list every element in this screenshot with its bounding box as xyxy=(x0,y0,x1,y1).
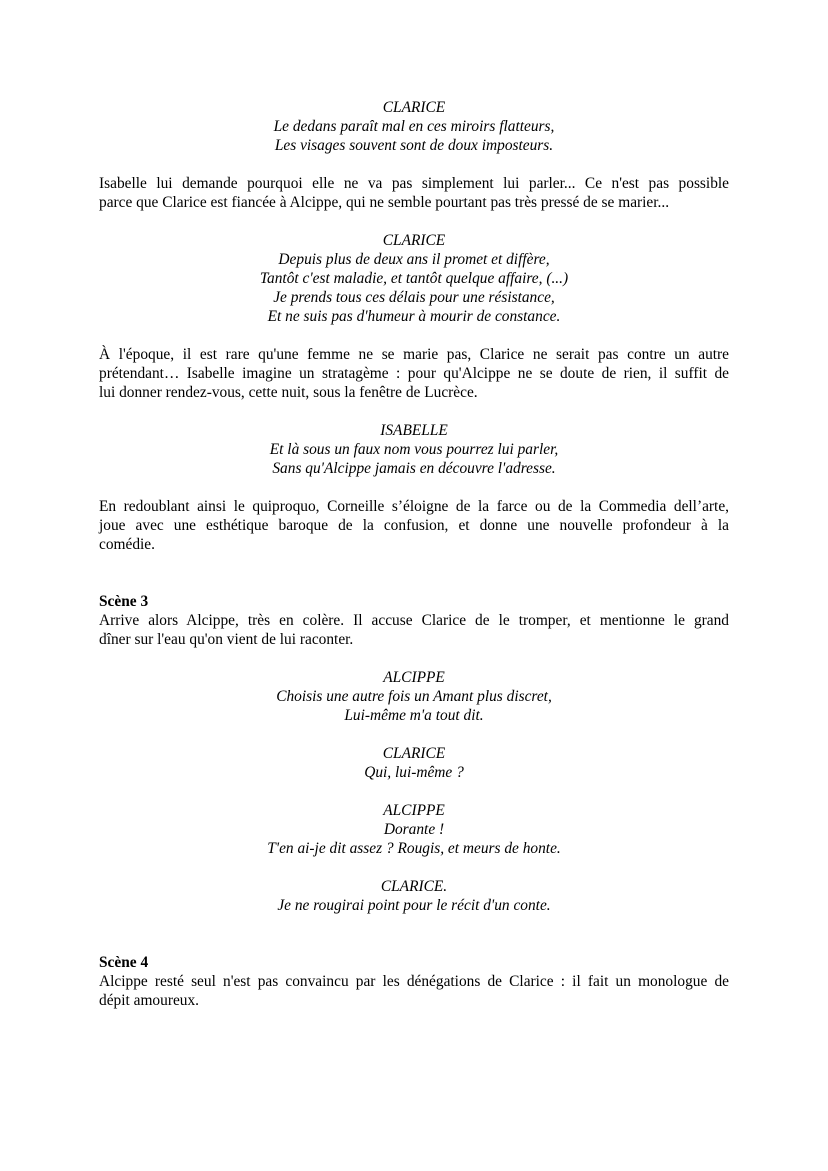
verse-block xyxy=(99,744,729,782)
verse-line: Dorante ! xyxy=(383,821,445,838)
verse-line: Les visages souvent sont de doux imposteurs. xyxy=(274,137,554,154)
speaker-name: CLARICE xyxy=(382,232,446,249)
scene-heading: Scène 4 xyxy=(99,954,149,971)
prose-line: En redoublant ainsi le quiproquo, Corneille s’éloigne de la farce ou de la Commedia dell’arte, xyxy=(99,498,729,515)
speaker-name: ALCIPPE xyxy=(383,669,445,686)
scene-section xyxy=(99,953,729,1010)
verse-line: Qui, lui-même ? xyxy=(364,764,464,781)
prose-line: À l'époque, il est rare qu'une femme ne se marie pas, Clarice ne serait pas contre un autre xyxy=(99,346,729,363)
speaker-name: ALCIPPE xyxy=(383,802,445,819)
verse-line: Lui-même m'a tout dit. xyxy=(344,707,484,724)
speaker-name: ISABELLE xyxy=(380,422,448,439)
verse-line: Choisis une autre fois un Amant plus discret, xyxy=(276,688,552,705)
verse-line: Et là sous un faux nom vous pourrez lui parler, xyxy=(269,441,559,458)
verse-line: Je prends tous ces délais pour une résistance, xyxy=(273,289,555,306)
verse-block xyxy=(99,877,729,915)
verse-line: Le dedans paraît mal en ces miroirs flatteurs, xyxy=(273,118,555,135)
speaker-name: CLARICE xyxy=(382,745,446,762)
verse-line: Tantôt c'est maladie, et tantôt quelque affaire, (...) xyxy=(259,270,569,287)
speaker-name: CLARICE xyxy=(382,99,446,116)
prose-line: dîner sur l'eau qu'on vient de lui raconter. xyxy=(99,631,354,648)
prose-line: joue avec une esthétique baroque de la confusion, et donne une nouvelle profondeur à la xyxy=(99,517,729,534)
verse-line: Je ne rougirai point pour le récit d'un conte. xyxy=(277,897,551,914)
speaker-name: CLARICE. xyxy=(380,878,448,895)
prose-line: Arrive alors Alcippe, très en colère. Il accuse Clarice de le tromper, et mentionne le grand xyxy=(99,612,729,629)
prose-line: prétendant… Isabelle imagine un stratagème : pour qu'Alcippe ne se doute de rien, il suffit de xyxy=(99,365,729,382)
prose-paragraph xyxy=(99,497,729,554)
scene-section xyxy=(99,592,729,649)
verse-block xyxy=(99,421,729,478)
verse-line: Sans qu'Alcippe jamais en découvre l'adresse. xyxy=(272,460,556,477)
scene-heading: Scène 3 xyxy=(99,593,149,610)
prose-paragraph xyxy=(99,345,729,402)
verse-line: T'en ai-je dit assez ? Rougis, et meurs de honte. xyxy=(267,840,561,857)
verse-block xyxy=(99,231,729,326)
prose-line: dépit amoureux. xyxy=(99,992,200,1009)
prose-line: Alcippe resté seul n'est pas convaincu par les dénégations de Clarice : il fait un monologue de xyxy=(99,973,729,990)
verse-line: Et ne suis pas d'humeur à mourir de constance. xyxy=(267,308,561,325)
prose-paragraph xyxy=(99,174,729,212)
prose-line: comédie. xyxy=(99,536,155,553)
verse-block xyxy=(99,801,729,858)
prose-line: Isabelle lui demande pourquoi elle ne va pas simplement lui parler... Ce n'est pas possible xyxy=(99,175,729,192)
verse-line: Depuis plus de deux ans il promet et diffère, xyxy=(278,251,550,268)
document-page xyxy=(99,98,729,1010)
prose-line: parce que Clarice est fiancée à Alcippe, qui ne semble pourtant pas très pressé de se marier... xyxy=(99,194,670,211)
verse-block xyxy=(99,98,729,155)
prose-line: lui donner rendez-vous, cette nuit, sous la fenêtre de Lucrèce. xyxy=(99,384,478,401)
verse-block xyxy=(99,668,729,725)
